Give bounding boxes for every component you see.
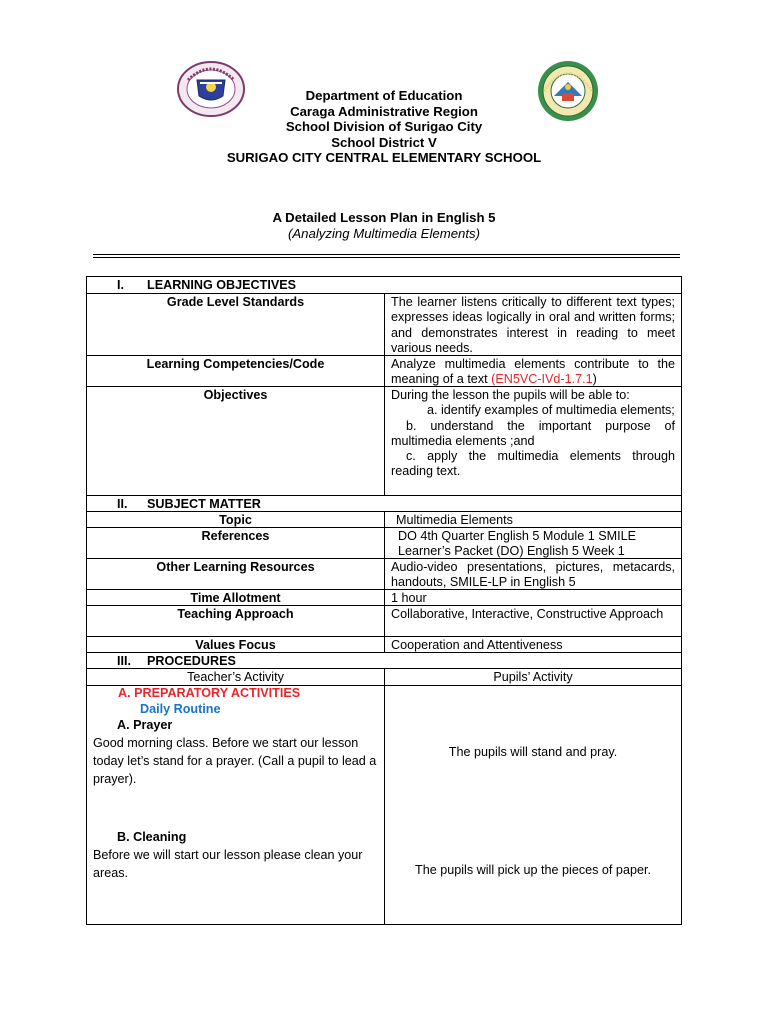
section-procedures <box>87 652 681 668</box>
divider-bottom <box>93 257 680 258</box>
objective-b: b. understand the important purpose of multimedia elements ;and <box>391 418 675 448</box>
row-objectives <box>87 386 681 495</box>
value-grade-level-standards: The learner listens critically to different text types; expresses ideas logically in oral and written forms; and demonstrates interest in reading to meet various needs. <box>391 295 675 355</box>
section-label: PROCEDURES <box>147 654 236 668</box>
label-other-learning-resources: Other Learning Resources <box>87 559 385 589</box>
row-other-learning-resources <box>87 558 681 589</box>
objective-a: a. identify examples of multimedia elements; <box>427 403 675 418</box>
header-district: School District V <box>331 134 437 150</box>
cleaning-heading: B. Cleaning <box>117 830 187 844</box>
label-teaching-approach: Teaching Approach <box>87 606 385 636</box>
daily-routine-heading: Daily Routine <box>140 702 221 716</box>
prayer-pupil-response: The pupils will stand and pray. <box>448 745 618 759</box>
label-time-allotment: Time Allotment <box>87 590 385 605</box>
section-number: II. <box>117 497 128 511</box>
header-block <box>0 88 768 166</box>
header-division: School Division of Surigao City <box>285 119 483 134</box>
objectives-intro: During the lesson the pupils will be able to: <box>391 388 630 402</box>
section-label: LEARNING OBJECTIVES <box>147 278 297 292</box>
label-topic: Topic <box>87 512 385 527</box>
row-time-allotment <box>87 589 681 605</box>
row-topic <box>87 511 681 527</box>
teacher-activity-header: Teacher’s Activity <box>87 669 385 685</box>
preparatory-activities-heading: A. PREPARATORY ACTIVITIES <box>118 686 301 700</box>
section-number: I. <box>117 278 124 292</box>
lesson-plan-subtitle: (Analyzing Multimedia Elements) <box>287 226 481 241</box>
value-other-learning-resources: Audio-video presentations, pictures, metacards, handouts, SMILE-LP in English 5 <box>391 560 675 590</box>
section-learning-objectives <box>87 277 681 293</box>
lesson-plan-table <box>86 276 682 925</box>
value-references: DO 4th Quarter English 5 Module 1 SMILE Learner’s Packet (DO) English 5 Week 1 <box>398 529 636 559</box>
competency-code-close: ) <box>592 372 597 387</box>
value-values-focus: Cooperation and Attentiveness <box>391 638 563 652</box>
pupil-activity-header: Pupils’ Activity <box>493 670 573 684</box>
label-references: References <box>87 528 385 558</box>
teacher-activity-cell <box>87 686 385 924</box>
label-values-focus: Values Focus <box>87 637 385 652</box>
section-subject-matter <box>87 495 681 511</box>
label-objectives: Objectives <box>87 387 385 495</box>
header-department: Department of Education <box>305 88 463 103</box>
row-grade-level-standards <box>87 293 681 355</box>
row-preparatory-activities <box>87 685 681 924</box>
value-objectives <box>385 387 681 480</box>
header-region: Caraga Administrative Region <box>290 103 478 119</box>
header-school: SURIGAO CITY CENTRAL ELEMENTARY SCHOOL <box>226 150 542 165</box>
prayer-heading: A. Prayer <box>117 718 173 732</box>
divider-top <box>93 254 680 255</box>
row-learning-competencies <box>87 355 681 386</box>
value-topic: Multimedia Elements <box>396 513 513 527</box>
section-label: SUBJECT MATTER <box>147 497 261 511</box>
cleaning-pupil-response: The pupils will pick up the pieces of paper. <box>415 863 651 877</box>
competency-code: (EN5VC-IVd-1.7.1 <box>491 372 593 387</box>
value-time-allotment: 1 hour <box>391 591 427 605</box>
row-references <box>87 527 681 558</box>
row-values-focus <box>87 636 681 652</box>
value-teaching-approach: Collaborative, Interactive, Constructive Approach <box>391 607 664 621</box>
label-grade-level-standards: Grade Level Standards <box>87 294 385 355</box>
label-learning-competencies: Learning Competencies/Code <box>87 356 385 386</box>
value-learning-competencies <box>385 356 681 388</box>
prayer-instruction: Good morning class. Before we start our lesson today let’s stand for a prayer. (Call a pupil to lead a prayer). <box>93 736 377 786</box>
objective-c: c. apply the multimedia elements through reading text. <box>391 449 675 479</box>
row-teaching-approach <box>87 605 681 636</box>
row-activity-headers <box>87 668 681 685</box>
competency-text: Analyze multimedia elements contribute to the meaning of a text <box>391 357 675 387</box>
cleaning-instruction: Before we will start our lesson please clean your areas. <box>93 848 363 880</box>
section-number: III. <box>117 654 131 668</box>
lesson-plan-title: A Detailed Lesson Plan in English 5 <box>272 210 496 225</box>
